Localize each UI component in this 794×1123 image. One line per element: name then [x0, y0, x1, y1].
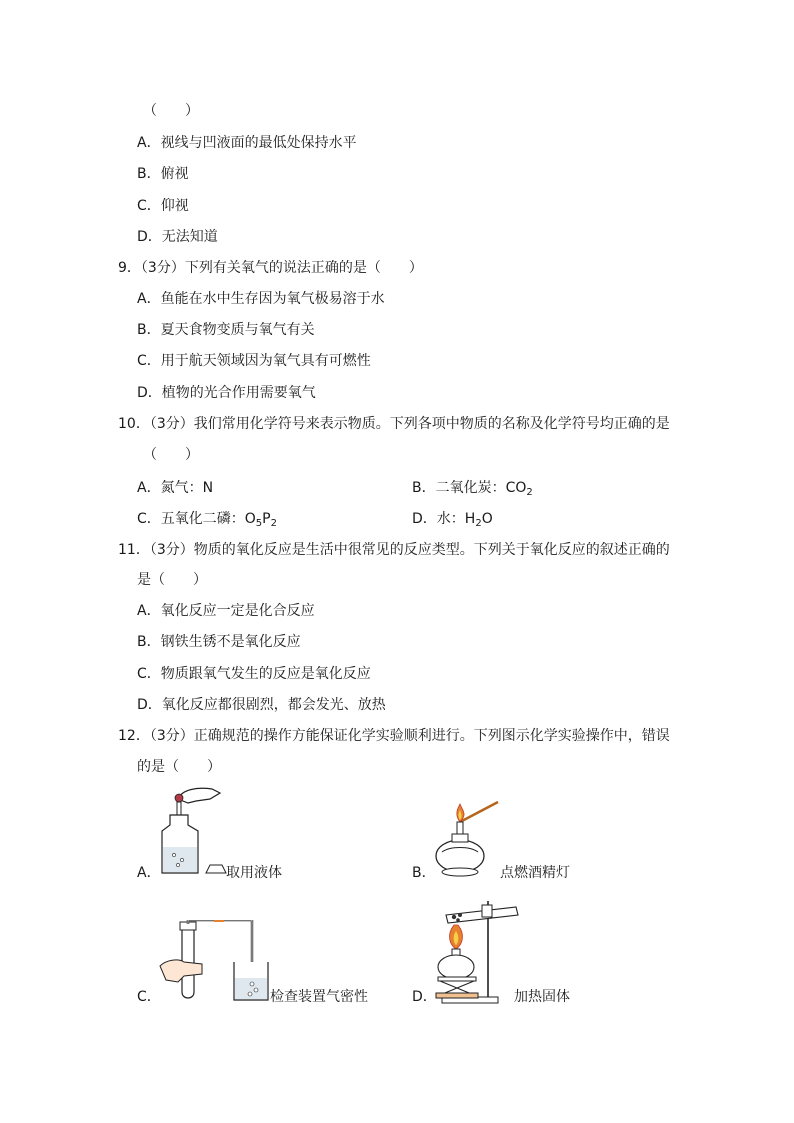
- q12-option-c-letter: C．: [137, 989, 161, 1005]
- q11-option-c: C．物质跟氧气发生的反应是氧化反应: [137, 666, 371, 682]
- q8-option-a: A．视线与凹液面的最低处保持水平: [137, 135, 357, 151]
- q8-paren: （ ）: [143, 103, 199, 119]
- q9-stem: 9．（3分）下列有关氧气的说法正确的是（ ）: [118, 260, 423, 276]
- q10-stem: 10．（3分）我们常用化学符号来表示物质。下列各项中物质的名称及化学符号均正确的是: [118, 416, 670, 432]
- q8-option-c: C．仰视: [137, 198, 189, 214]
- q12-option-d-letter: D．: [412, 989, 437, 1005]
- q12-stem: 12．（3分）正确规范的操作方能保证化学实验顺利进行。下列图示化学实验操作中，错误: [118, 728, 670, 744]
- figure-b-alcohol-lamp: [432, 800, 504, 880]
- q9-option-c: C．用于航天领域因为氧气具有可燃性: [137, 353, 371, 369]
- q12-option-b-caption: 点燃酒精灯: [500, 865, 570, 881]
- q12-option-b-letter: B．: [412, 865, 436, 881]
- q12-stem-cont: 的是（ ）: [137, 759, 221, 775]
- q10-paren: （ ）: [143, 447, 199, 463]
- q8-option-b: B．俯视: [137, 166, 189, 182]
- q11-stem: 11．（3分）物质的氧化反应是生活中很常见的反应类型。下列关于氧化反应的叙述正确的: [118, 542, 670, 558]
- q11-option-d: D．氧化反应都很剧烈，都会发光、放热: [137, 697, 386, 713]
- q10-option-c: C．五氧化二磷：$O_5P_2$: [137, 511, 277, 529]
- q9-option-d: D．植物的光合作用需要氧气: [137, 385, 316, 401]
- q10-option-a: A．氮气：N: [137, 480, 214, 496]
- q9-option-a: A．鱼能在水中生存因为氧气极易溶于水: [137, 291, 385, 307]
- q12-option-c-caption: 检查装置气密性: [270, 989, 368, 1005]
- q10-option-d: D．水：$H_2O$: [412, 511, 493, 529]
- q8-option-d: D．无法知道: [137, 229, 218, 245]
- q12-option-a-caption: 取用液体: [226, 865, 282, 881]
- figure-c-airtightness-check: [158, 920, 270, 1006]
- q11-option-b: B．钢铁生锈不是氧化反应: [137, 634, 301, 650]
- q11-stem-cont: 是（ ）: [137, 572, 207, 588]
- q10-option-b: B．二氧化炭：$CO_2$: [412, 480, 533, 498]
- q12-option-d-caption: 加热固体: [514, 989, 570, 1005]
- q12-option-a-letter: A．: [137, 865, 161, 881]
- q9-option-b: B．夏天食物变质与氧气有关: [137, 322, 315, 338]
- q11-option-a: A．氧化反应一定是化合反应: [137, 603, 315, 619]
